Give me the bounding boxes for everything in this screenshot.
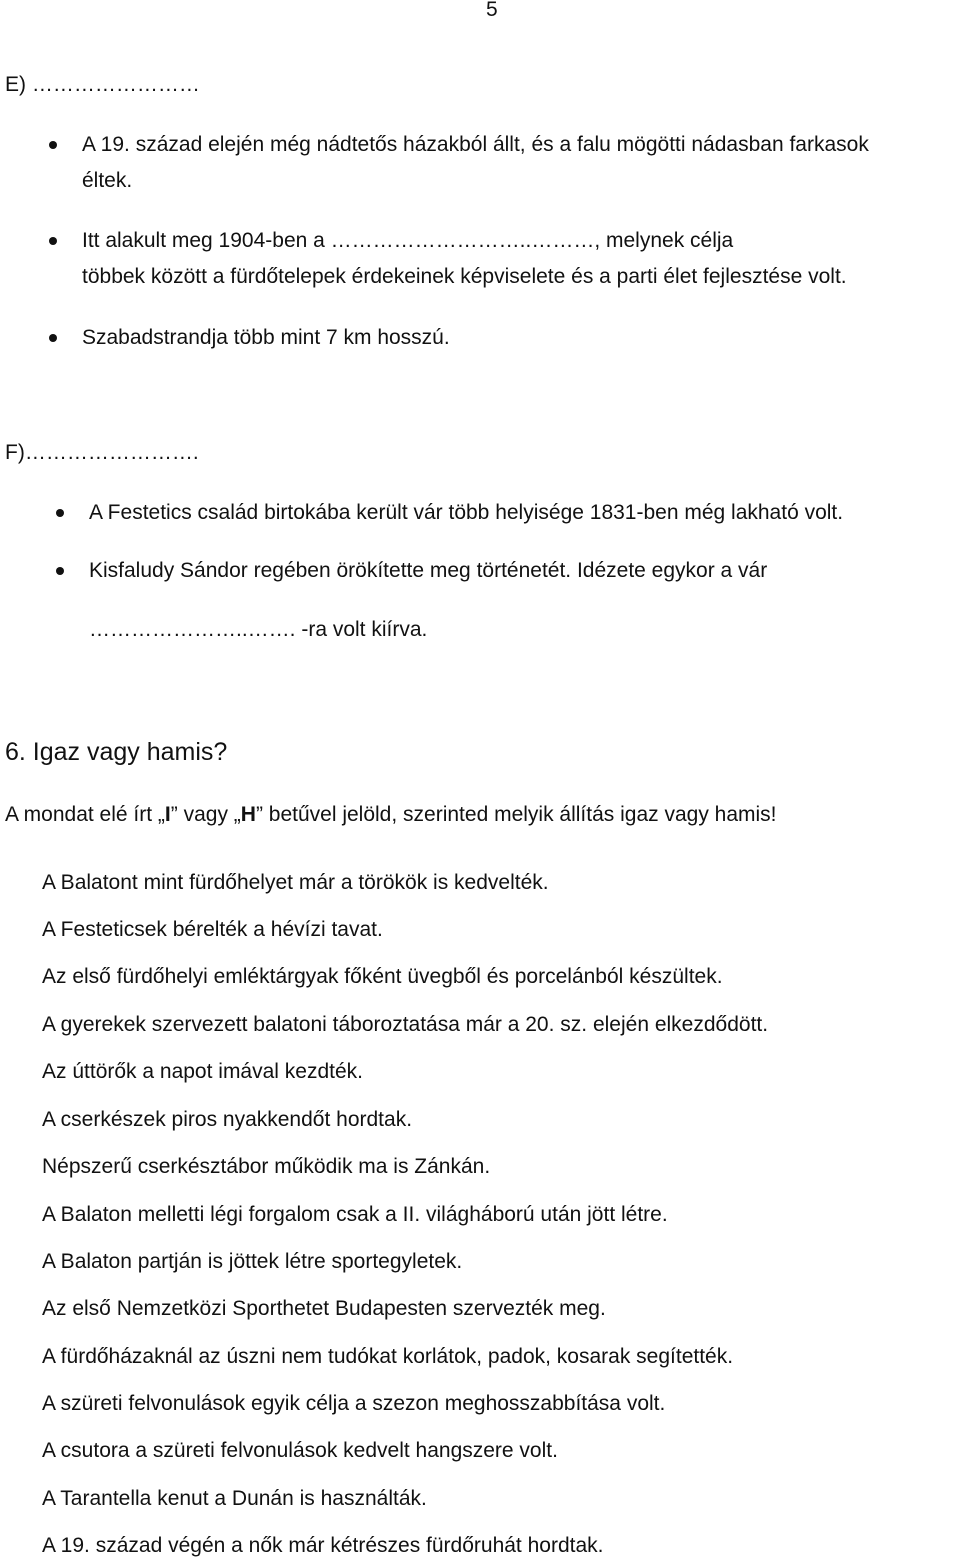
bullet-text: Itt alakult meg 1904-ben a ………………………..………, melynek célja — [82, 229, 734, 252]
bullet-dot-icon — [49, 334, 57, 342]
statement-10: Az első Nemzetközi Sporthetet Budapesten szervezték meg. — [42, 1297, 606, 1320]
statement-1: A Balatont mint fürdőhelyet már a törökök is kedvelték. — [42, 871, 549, 894]
statement-12: A szüreti felvonulások egyik célja a szezon meghosszabbítása volt. — [42, 1392, 666, 1415]
section-f-heading: F)……………………. — [5, 441, 199, 464]
bullet-dot-icon — [49, 237, 57, 245]
statement-15: A 19. század végén a nők már kétrészes fürdőruhát hordtak. — [42, 1534, 604, 1557]
section-f-bullet-1 — [89, 495, 843, 530]
bullet-text: Kisfaludy Sándor regében örökítette meg történetét. Idézete egykor a vár — [89, 559, 768, 582]
bullet-dot-icon — [49, 141, 57, 149]
statement-14: A Tarantella kenut a Dunán is használták. — [42, 1487, 427, 1510]
page-number: 5 — [486, 0, 498, 21]
section-f-bullet-2-continuation: …………………..……. -ra volt kiírva. — [89, 618, 428, 641]
section-e-bullet-1-continuation: éltek. — [82, 169, 133, 192]
section-e-bullet-3 — [82, 320, 450, 355]
bullet-dot-icon — [56, 509, 64, 517]
instruction-text: A mondat elé írt „ — [5, 803, 165, 826]
statement-7: Népszerű cserkésztábor működik ma is Zánkán. — [42, 1155, 491, 1178]
instruction-text: ” vagy „ — [170, 803, 241, 826]
statement-3: Az első fürdőhelyi emléktárgyak főként üvegből és porcelánból készültek. — [42, 965, 723, 988]
section-e-heading: E) …………………… — [5, 73, 200, 96]
statement-2: A Festeticsek bérelték a hévízi tavat. — [42, 918, 383, 941]
letter-h: H — [240, 803, 256, 826]
section-f-bullet-2 — [89, 553, 767, 588]
bullet-text: A Festetics család birtokába került vár több helyisége 1831-ben még lakható volt. — [89, 501, 844, 524]
statement-8: A Balaton melletti légi forgalom csak a II. világháború után jött létre. — [42, 1203, 668, 1226]
statement-11: A fürdőházaknál az úszni nem tudókat korlátok, padok, kosarak segítették. — [42, 1345, 734, 1368]
task-instruction — [5, 799, 777, 831]
statement-4: A gyerekek szervezett balatoni táboroztatása már a 20. sz. elején elkezdődött. — [42, 1013, 769, 1036]
statement-5: Az úttörők a napot imával kezdték. — [42, 1060, 363, 1083]
bullet-text: A 19. század elején még nádtetős házakból állt, és a falu mögötti nádasban farkasok — [82, 133, 869, 156]
bullet-dot-icon — [56, 567, 64, 575]
section-e-bullet-2 — [82, 223, 733, 258]
statement-6: A cserkészek piros nyakkendőt hordtak. — [42, 1108, 413, 1131]
section-e-bullet-1 — [82, 127, 869, 162]
task-title: 6. Igaz vagy hamis? — [5, 738, 228, 766]
statement-13: A csutora a szüreti felvonulások kedvelt hangszere volt. — [42, 1439, 558, 1462]
section-e-bullet-2-continuation: többek között a fürdőtelepek érdekeinek képviselete és a parti élet fejlesztése volt. — [82, 265, 847, 288]
bullet-text: Szabadstrandja több mint 7 km hosszú. — [82, 326, 450, 349]
statement-9: A Balaton partján is jöttek létre sportegyletek. — [42, 1250, 463, 1273]
instruction-text: ” betűvel jelöld, szerinted melyik állítás igaz vagy hamis! — [255, 803, 777, 826]
letter-i: I — [164, 803, 171, 826]
